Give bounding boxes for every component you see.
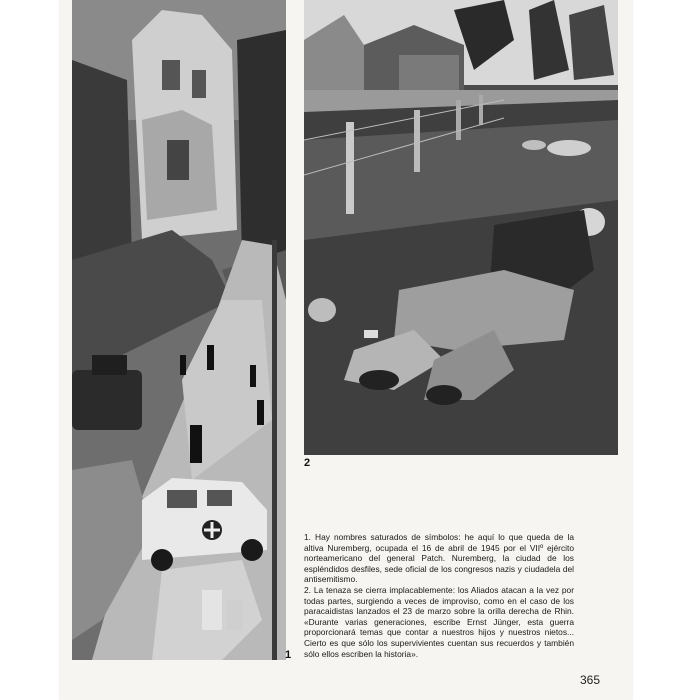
photo-label-1: 1 — [285, 649, 292, 661]
caption-paragraph-1: 1. Hay nombres saturados de símbolos: he aquí lo que queda de la altiva Nuremberg, ocupada el 16 de abril de 1945 por el VIIº ejército norteamericano del general Patch. Nuremberg, la ciudad de los espléndidos desfiles, sede oficial de los congresos nazis y ciudadela del antisemitismo. — [304, 532, 574, 585]
page-number: 365 — [580, 673, 601, 687]
book-page — [60, 0, 632, 700]
caption-text — [304, 532, 574, 659]
photo-fallen-soldiers — [304, 0, 618, 455]
caption-paragraph-2: 2. La tenaza se cierra implacablemente: los Aliados atacan a la vez por todas partes, surgiendo a veces de improviso, como en el caso de los paracaidistas lanzados el 23 de marzo sobre la orilla derecha de Rhin. «Durante varias generaciones, escribe Ernst Jünger, esta guerra proporcionará temas que contar a nuestros hijos y nuestros nietos... Cierto es que sólo los supervivientes cuentan sus recuerdos y también sólo ellos escriben la historia». — [304, 584, 574, 659]
photo-label-2: 2 — [304, 457, 311, 469]
photo-ruined-street — [72, 0, 286, 660]
